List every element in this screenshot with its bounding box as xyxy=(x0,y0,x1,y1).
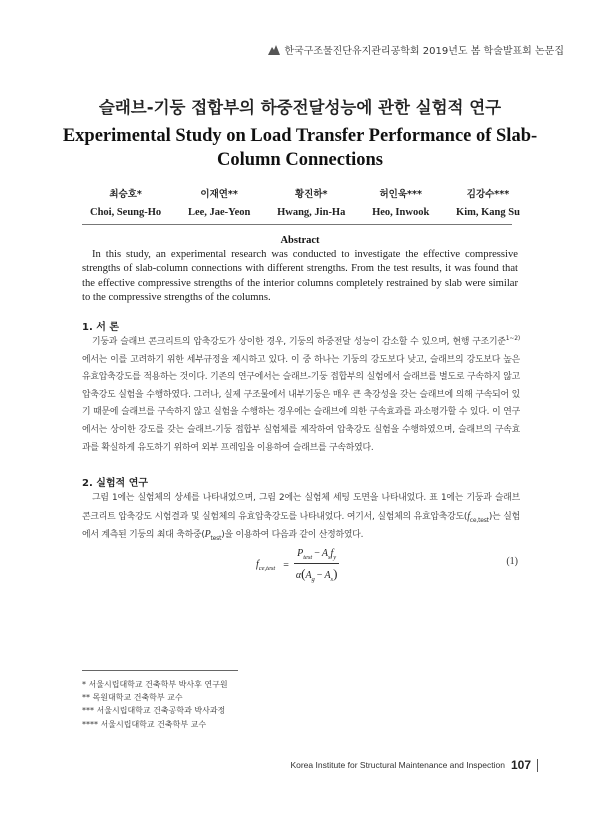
page-number: 107 xyxy=(510,758,531,772)
author-name-en: Heo, Inwook xyxy=(372,207,430,218)
equation-fraction xyxy=(293,548,341,583)
author-5 xyxy=(456,186,520,218)
footnote: *** 서울시립대학교 건축공학과 박사과정 xyxy=(82,706,226,716)
symbol-f: f xyxy=(467,510,470,522)
symbol-f-subscript: ce,test xyxy=(469,516,489,524)
eq-p: P xyxy=(297,548,304,559)
author-name-en: Hwang, Jin-Ha xyxy=(277,207,346,218)
equation-lhs xyxy=(256,559,275,572)
eq-minus: − xyxy=(314,548,320,559)
section-1-text-b: 에서는 이를 고려하기 위한 세부규정을 제시하고 있다. 이 중 하나는 기둥의 강도보다 낮고, 슬래브의 강도보다 높은 유효압축강도를 적용하는 것이다. 기존의 연구에서는 슬래브-기둥 접합부의 실험에서 슬래브를 별도로 구속하지 않고 압축강도 실험을 수행하였다. 그러나, 실제 구조물에서 내부기둥은 매우 큰 축강성을 갖는 슬래브에 의해 구속되어 있기 때문에 슬래브를 구속하지 않고 실험을 수행하는 경우에는 슬래브에 의한 구속효과를 과소평가할 수 있다. 이 연구에서는 상이한 강도를 갖는 슬래브-기둥 접합부 실험체를 제작하여 압축강도 실험을 수행하였으며, 슬래브의 구속효과를 확실하게 유도하기 위하여 외부 프레임을 이용하여 슬래브를 구속하였다. xyxy=(82,354,520,453)
equation-number: (1) xyxy=(506,556,518,567)
eq-fy: f xyxy=(330,548,334,559)
eq-equals: = xyxy=(283,560,289,571)
running-header xyxy=(268,42,564,57)
symbol-p-subscript: test xyxy=(210,534,222,542)
footnote: ** 목원대학교 건축학부 교수 xyxy=(82,693,183,703)
footnotes xyxy=(82,678,228,731)
footer-organization: Korea Institute for Structural Maintenance and Inspection xyxy=(290,760,505,770)
title-korean: 슬래브-기둥 접합부의 하중전달성능에 관한 실험적 연구 xyxy=(98,98,502,117)
author-1 xyxy=(90,186,161,218)
equation-1 xyxy=(256,548,340,583)
journal-name: 한국구조물진단유지관리공학회 2019년도 봄 학술발표회 논문집 xyxy=(284,46,564,57)
journal-logo-icon xyxy=(268,45,280,55)
title-english: Experimental Study on Load Transfer Performance of Slab-Column Connections xyxy=(62,126,538,170)
eq-p-sub: test xyxy=(303,554,313,561)
eq-rparen: ) xyxy=(333,566,338,581)
section-2-heading: 2. 실험적 연구 xyxy=(82,478,149,489)
footnote-divider xyxy=(82,670,238,671)
author-4 xyxy=(372,186,429,218)
author-name-ko: 김강수*** xyxy=(466,189,510,200)
eq-as: A xyxy=(324,570,331,581)
section-2-text-b: )는 실험에서 계측된 기둥의 최대 축하중( xyxy=(82,511,520,541)
author-name-ko: 이재연** xyxy=(200,189,238,200)
author-3 xyxy=(277,186,345,218)
eq-ag-sub: g xyxy=(311,576,315,583)
author-name-en: Kim, Kang Su xyxy=(456,207,520,218)
footer-bar xyxy=(537,759,538,772)
eq-fy-sub: y xyxy=(333,554,337,561)
section-2-text-a: 그림 1에는 실험체의 상세를 나타내었으며, 그림 2에는 실험체 세팅 도면을 나타내었다. 표 1에는 기둥과 슬래브 콘크리트 압축강도 시험결과 및 실험체의 유효압축강도를 나타내었다. 여기서, 실험체의 유효압축강도( xyxy=(82,493,520,522)
author-name-en: Lee, Jae-Yeon xyxy=(187,207,251,218)
eq-a: A xyxy=(321,548,328,559)
reference-marker: 1~2) xyxy=(505,335,520,343)
author-name-ko: 최승호* xyxy=(109,189,142,200)
section-1-text-a: 기둥과 슬래브 콘크리트의 압축강도가 상이한 경우, 기둥의 하중전달 성능이 감소할 수 있으며, 현행 구조기준 xyxy=(92,337,506,347)
author-name-en: Choi, Seung-Ho xyxy=(90,207,162,218)
eq-minus-2: − xyxy=(316,570,323,581)
eq-lparen: ( xyxy=(301,566,306,581)
footnote: **** 서울시립대학교 건축학부 교수 xyxy=(82,719,207,729)
fraction-numerator xyxy=(294,548,339,564)
author-name-ko: 황진하* xyxy=(294,189,328,200)
section-1-paragraph xyxy=(82,334,520,457)
author-name-ko: 허인욱*** xyxy=(379,189,422,200)
eq-as-sub: s xyxy=(330,576,334,583)
page-footer xyxy=(290,758,538,772)
fraction-denominator xyxy=(293,564,341,583)
section-2-text-c: )을 이용하여 다음과 같이 산정하였다. xyxy=(221,530,364,541)
title-divider xyxy=(82,224,512,225)
section-1-heading: 1. 서 론 xyxy=(82,322,120,333)
section-2-paragraph xyxy=(82,490,520,545)
abstract-heading: Abstract xyxy=(280,235,320,246)
eq-a-sub: s xyxy=(327,554,331,561)
author-list xyxy=(90,186,520,218)
abstract-text: In this study, an experimental research was conducted to investigate the effective compressive strengths of slab-column connections with different strengths. From the test results, it was found that the effective compressive strengths of the interior columns completely restrained by slab were similar to the compressive strengths of the columns. xyxy=(82,249,518,304)
author-2 xyxy=(188,186,250,218)
footnote: * 서울시립대학교 건축학부 박사후 연구원 xyxy=(82,680,228,689)
eq-alpha: α xyxy=(295,570,302,581)
eq-ag: A xyxy=(305,570,312,581)
symbol-p: P xyxy=(204,529,211,541)
eq-f: f xyxy=(256,559,259,570)
eq-f-sub: ce,test xyxy=(258,565,276,572)
